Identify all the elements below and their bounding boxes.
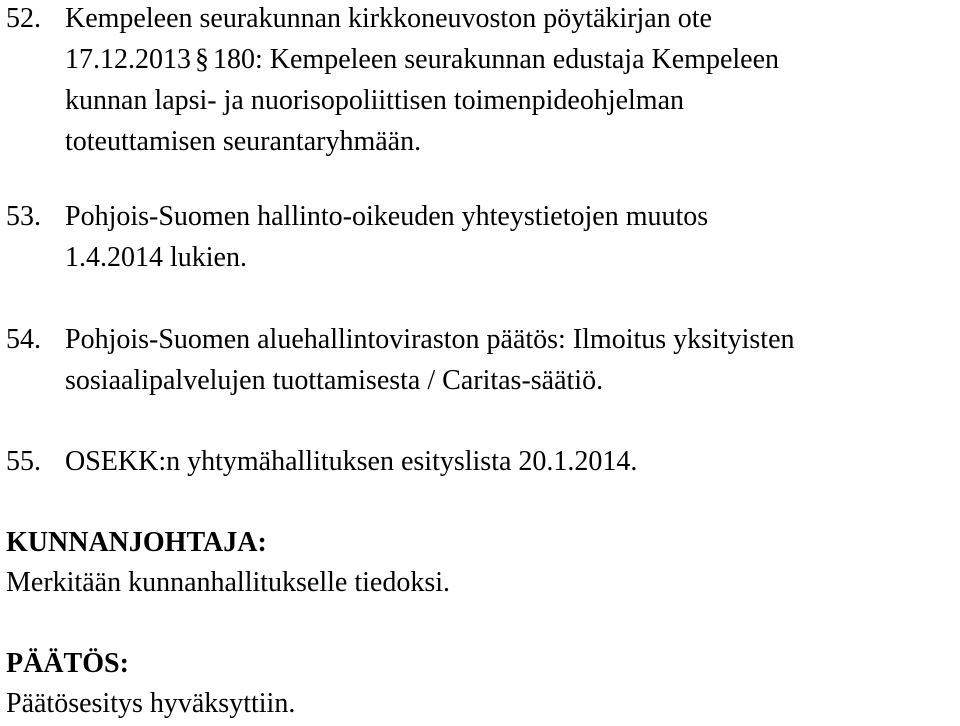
section-text-kunnanjohtaja: Merkitään kunnanhallitukselle tiedoksi. xyxy=(6,567,451,598)
item-line: Pohjois-Suomen aluehallintoviraston päätös: Ilmoitus yksityisten xyxy=(65,324,795,355)
agenda-item-52 xyxy=(6,0,956,162)
agenda-item-55 xyxy=(6,441,956,482)
item-line: OSEKK:n yhtymähallituksen esityslista 20.1.2014. xyxy=(65,446,638,477)
item-line: kunnan lapsi- ja nuorisopoliittisen toimenpideohjelman xyxy=(65,85,685,116)
item-number: 52. xyxy=(6,3,41,34)
section-symbol: § xyxy=(195,44,209,75)
section-heading-paatos: PÄÄTÖS: xyxy=(6,648,129,679)
item-line: Pohjois-Suomen hallinto-oikeuden yhteystietojen muutos xyxy=(65,201,709,232)
section-text-paatos: Päätösesitys hyväksyttiin. xyxy=(6,688,296,719)
item-text xyxy=(65,319,956,401)
item-line: sosiaalipalvelujen tuottamisesta / Caritas-säätiö. xyxy=(65,365,604,396)
item-text xyxy=(65,441,956,482)
item-line: 1.4.2014 lukien. xyxy=(65,242,247,273)
item-line xyxy=(65,39,956,80)
item-number: 54. xyxy=(6,324,41,355)
item-line: Kempeleen seurakunnan kirkkoneuvoston pöytäkirjan ote xyxy=(65,3,712,34)
item-line-rest: 180: Kempeleen seurakunnan edustaja Kempeleen xyxy=(213,44,780,75)
item-line: toteuttamisen seurantaryhmään. xyxy=(65,126,422,157)
item-text xyxy=(65,196,956,278)
item-number: 55. xyxy=(6,446,41,477)
agenda-item-54 xyxy=(6,319,956,401)
item-text xyxy=(65,0,956,162)
section-heading-kunnanjohtaja: KUNNANJOHTAJA: xyxy=(6,527,267,558)
agenda-item-53 xyxy=(6,196,956,278)
item-number: 53. xyxy=(6,201,41,232)
item-date: 17.12.2013 xyxy=(65,44,191,75)
